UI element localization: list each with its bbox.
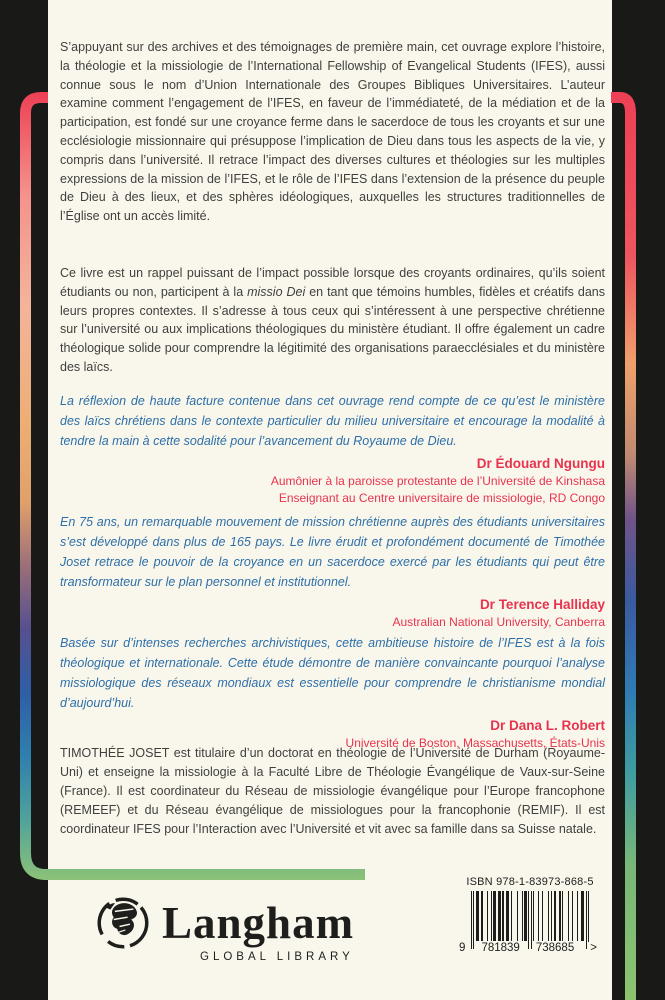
endorser-affiliation: Aumônier à la paroisse protestante de l’Université de Kinshasa [270, 474, 605, 488]
endorsement-quote: Basée sur d’intenses recherches archivistiques, cette ambitieuse histoire de l’IFES est à la fois théologique et internationale. Cette étude démontre de manière convaincante pourquoi l’analyse missiologique des réseaux mondiaux est essentielle pour comprendre le christianisme mondial d’aujourd’hui. [60, 636, 605, 710]
langham-globe-icon [94, 894, 152, 952]
endorsement-3 [60, 633, 605, 752]
publisher-name: Langham [162, 898, 355, 948]
endorsement-quote: La réflexion de haute facture contenue dans cet ouvrage rend compte de ce qu’est le ministère des laïcs chrétiens dans le contexte particulier du milieu universitaire et encourage la modalité à tendre la main à cette sodalité pour l’avancement du Royaume de Dieu. [60, 394, 605, 448]
ean-quiet-zone-arrow: > [590, 942, 597, 954]
ean-group-1: 781839 [481, 942, 520, 954]
ean-bars [455, 891, 605, 949]
endorser-name: Dr Édouard Ngungu [476, 456, 605, 471]
synopsis-paragraph-1: S’appuyant sur des archives et des témoignages de première main, cet ouvrage explore l’histoire, la théologie et la missiologie de l’International Fellowship of Evangelical Students (IFES), aussi connue sous le nom d’Union Internationale des Groupes Bibliques Universitaires. L’auteur examine comment l’engagement de l’IFES, en faveur de l’immédiateté, de la médiation et de la participation, est fondé sur une croyance ferme dans le sacerdoce de tous les croyants et sur une ecclésiologie missionnaire qui présuppose l’implication de Dieu dans tous les aspects de la vie, y compris dans l’université. Il retrace l’impact des diverses cultures et théologies sur les multiples expressions de la mission de l’IFES, et le rôle de l’IFES dans l’extension de la présence du peuple de Dieu à des lieux, et des sphères idéologiques, auxquelles les structures traditionnelles de l’Église ont un accès limité. [60, 40, 605, 224]
endorsement-1 [60, 391, 605, 506]
author-bio: TIMOTHÉE JOSET est titulaire d’un doctorat en théologie de l’Université de Durham (Royaume-Uni) et enseigne la missiologie à la Faculté Libre de Théologie Évangélique de Vaux-sur-Seine (France). Il est coordinateur du Réseau de missiologie évangélique pour l’Europe francophone (REMEEF) et du Réseau évangélique de missiologues pour la francophonie (REMIF). Il est coordinateur IFES pour l’Interaction avec l’Université et vit avec sa famille dans sa Suisse natale. [60, 746, 605, 836]
publisher-tagline: GLOBAL LIBRARY [200, 951, 354, 963]
endorser-affiliation: Enseignant au Centre universitaire de missiologie, RD Congo [278, 490, 605, 505]
barcode-module [588, 891, 589, 949]
endorsement-2 [60, 512, 605, 631]
ribbon-right [611, 98, 631, 1000]
synopsis-paragraph-2: Ce livre est un rappel puissant de l’impact possible lorsque des croyants ordinaires, qu’ils soient étudiants ou non, participent à la missio Dei en tant que témoins humbles, fidèles et créatifs dans leurs propres contextes. Il s’adresse à tous ceux qui s’intéressent à une perspective chrétienne sur l’université ou aux implications théologiques du ministère étudiant. Il offre également un cadre théologique solide pour comprendre la légitimité des organisations paraecclésiales et du ministère des laïcs. [60, 266, 605, 374]
ean-first-digit: 9 [459, 942, 466, 954]
isbn-barcode [455, 876, 605, 954]
endorsement-quote: En 75 ans, un remarquable mouvement de mission chrétienne auprès des étudiants universitaires s’est développé dans plus de 165 pays. Le livre érudit et profondément documenté de Timothée Joset retrace le pouvoir de la croyance en un sacerdoce exercé par les étudiants qui peut être transformateur sur le plan personnel et institutionnel. [60, 515, 605, 589]
endorser-affiliation: Australian National University, Canberra [392, 615, 605, 629]
endorser-affiliation: Université de Boston, Massachusetts, États-Unis [345, 736, 605, 750]
ean-group-2: 738685 [535, 942, 575, 954]
endorser-name: Dr Dana L. Robert [490, 718, 605, 733]
isbn-label: ISBN 978-1-83973-868-5 [466, 876, 594, 888]
endorser-name: Dr Terence Halliday [479, 597, 605, 612]
